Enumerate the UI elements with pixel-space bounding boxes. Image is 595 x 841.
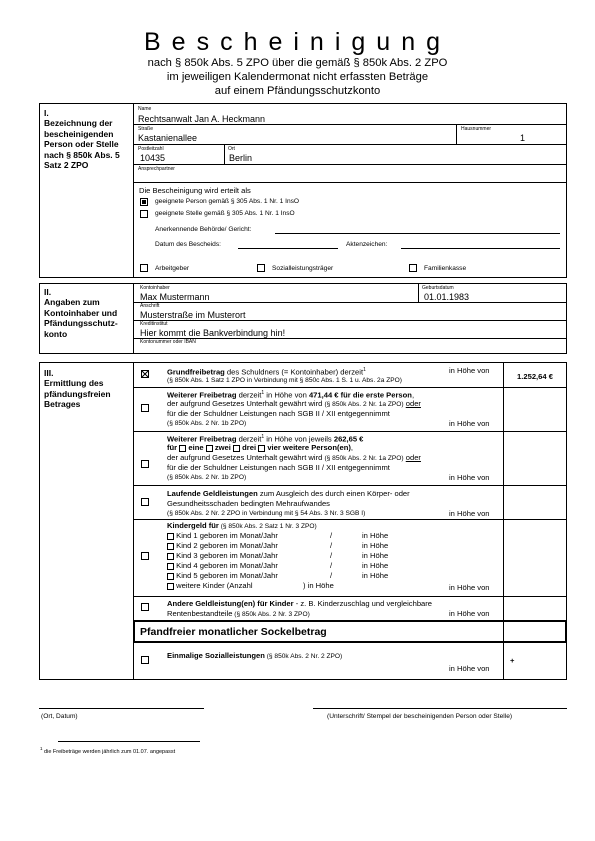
address-label: Anschrift [140,303,160,309]
kid-4-slash: / [330,561,333,570]
section-3-heading: Ermittlung des pfändungsfreien Betrages [44,378,111,409]
authority-field[interactable] [275,233,560,234]
more-kids-row: weitere Kinder (Anzahl [167,581,253,591]
iban-label: Kontonummer oder IBAN [140,339,196,345]
contact-field[interactable] [138,172,562,182]
first-person-hoehe: in Höhe von [449,419,490,428]
authority-label: Anerkennende Behörde/ Gericht: [155,226,252,233]
kid-row-3: Kind 3 geboren im Monat/Jahr [167,551,278,561]
more-kids-hoehe: ) in Höhe [303,581,334,590]
one-time-benefits-hoehe: in Höhe von [449,664,490,673]
kid-row-5: Kind 5 geboren im Monat/Jahr [167,571,278,581]
zip-label: Postleitzahl [138,146,164,152]
bank-label: Kreditinstitut [140,321,168,327]
basic-allowance-ref: (§ 850k Abs. 1 Satz 1 ZPO in Verbindung mit § 850c Abs. 1 S. 1 u. Abs. 2a ZPO) [167,377,402,384]
kid-1-hoehe: in Höhe [362,531,389,540]
reference-label: Aktenzeichen: [346,241,388,248]
further-persons-hoehe: in Höhe von [449,473,490,482]
further-persons-amount[interactable] [505,433,565,483]
first-person-amount[interactable] [505,389,565,429]
other-child-benefits-checkbox[interactable] [141,603,149,611]
signature-field[interactable] [313,708,567,709]
first-person-line-3: für die der Schuldner Leistungen nach SGB II / XII entgegennimmt [167,409,390,418]
person-option-label: geeignete Person gemäß § 305 Abs. 1 Nr. 1 InsO [155,198,300,205]
other-child-benefits-line-1: Andere Geldleistung(en) für Kinder - z. B. Kinderzuschlag und vergleichbare [167,599,433,608]
kid-3-hoehe: in Höhe [362,551,389,560]
issued-as-label: Die Bescheinigung wird erteilt als [139,186,251,195]
first-person-line-1: Weiterer Freibetrag derzeit$^1$ in Höhe von 471,44 € für die erste Person, [167,390,415,400]
other-child-benefits-line-2: Rentenbestandteile (§ 850k Abs. 2 Nr. 3 ZPO) [167,609,310,618]
basic-allowance-amount[interactable]: 1.252,64 € [517,372,553,381]
section-3-number: III. [44,368,54,378]
decision-date-label: Datum des Bescheids: [155,241,221,248]
house-number-field[interactable]: 1 [520,133,526,143]
basic-allowance-checkbox[interactable] [141,370,149,378]
reference-field[interactable] [401,248,560,249]
health-benefits-hoehe: in Höhe von [449,509,490,518]
kid-4-checkbox[interactable] [167,563,174,570]
address-field[interactable]: Musterstraße im Musterort [140,310,246,320]
one-time-benefits-amount[interactable] [518,650,565,676]
four-persons-checkbox[interactable] [258,445,265,452]
decision-date-field[interactable] [238,248,338,249]
one-time-benefits-checkbox[interactable] [141,656,149,664]
kid-row-2: Kind 2 geboren im Monat/Jahr [167,541,278,551]
place-date-field[interactable] [39,708,204,709]
section-1-number: I. [44,108,49,118]
other-child-benefits-hoehe: in Höhe von [449,609,490,618]
bank-field[interactable]: Hier kommt die Bankverbindung hin! [140,328,286,338]
kid-2-checkbox[interactable] [167,543,174,550]
kid-3-slash: / [330,551,333,560]
section-2-heading: Angaben zum Kontoinhaber und Pfändungsschutz-konto [44,297,118,339]
health-benefits-checkbox[interactable] [141,498,149,506]
social-checkbox[interactable] [257,264,265,272]
two-persons-checkbox[interactable] [206,445,213,452]
base-amount-value[interactable] [505,622,565,641]
document-title: Bescheinigung [143,28,451,56]
kid-5-hoehe: in Höhe [362,571,389,580]
further-persons-ref: (§ 850k Abs. 2 Nr. 1b ZPO) [167,474,247,481]
further-persons-checkbox[interactable] [141,460,149,468]
one-person-checkbox[interactable] [179,445,186,452]
health-benefits-line-1: Laufende Geldleistungen zum Ausgleich des durch einen Körper- oder [167,489,410,498]
subtitle-line-3: auf einem Pfändungsschutzkonto [214,85,381,97]
base-amount-label: Pfandfreier monatlicher Sockelbetrag [140,626,327,638]
child-benefit-checkbox[interactable] [141,552,149,560]
one-time-benefits-text: Einmalige Sozialleistungen (§ 850k Abs. 2 Nr. 2 ZPO) [167,651,343,660]
section-1-heading: Bezeichnung der bescheinigenden Person oder Stelle nach § 850k Abs. 5 Satz 2 ZPO [44,118,120,170]
kid-1-checkbox[interactable] [167,533,174,540]
section-2-number: II. [44,287,52,297]
street-label: Straße [138,126,154,132]
contact-label: Ansprechpartner [138,166,175,172]
kid-row-1: Kind 1 geboren im Monat/Jahr [167,531,278,541]
child-benefit-amount[interactable] [505,521,565,593]
three-persons-checkbox[interactable] [233,445,240,452]
kid-4-hoehe: in Höhe [362,561,389,570]
birthdate-field[interactable]: 01.01.1983 [424,292,470,302]
child-benefit-heading: Kindergeld für (§ 850k Abs. 2 Satz 1 Nr. 3 ZPO) [167,521,317,530]
employer-label: Arbeitgeber [155,265,190,272]
holder-label: Kontoinhaber [140,285,170,291]
kid-2-hoehe: in Höhe [362,541,389,550]
further-persons-line-3: der aufgrund Gesetzes Unterhalt gewährt wird (§ 850k Abs. 2 Nr. 1a ZPO) oder [167,453,421,462]
iban-field[interactable] [140,345,560,353]
stelle-option-label: geeignete Stelle gemäß § 305 Abs. 1 Nr. 1 InsO [155,210,295,217]
family-label: Familienkasse [424,265,467,272]
signature-label: (Unterschrift/ Stempel der bescheinigenden Person oder Stelle) [327,713,513,720]
house-number-label: Hausnummer [461,126,492,132]
footnote-divider [58,741,200,742]
footnote: $^1$ die Freibeträge werden jährlich zum 01.07. angepasst [40,746,176,755]
city-label: Ort [228,146,235,152]
subtitle-line-2: im jeweiligen Kalendermonat nicht erfassten Beträge [166,71,429,83]
child-benefit-hoehe: in Höhe von [449,583,490,592]
birthdate-label: Geburtsdatum [422,285,454,291]
social-label: Sozialleistungsträger [272,265,334,272]
kid-2-slash: / [330,541,333,550]
kid-1-slash: / [330,531,333,540]
first-person-ref: (§ 850k Abs. 2 Nr. 1b ZPO) [167,420,247,427]
family-checkbox[interactable] [409,264,417,272]
name-label: Name [138,106,152,112]
further-persons-line-4: für die der Schuldner Leistungen nach SGB II / XII entgegennimmt [167,463,390,472]
person-checkbox[interactable] [140,198,148,206]
basic-allowance-text: Grundfreibetrag des Schuldners (= Kontoinhaber) derzeit$^1$ [167,367,366,377]
street-field[interactable]: Kastanienallee [138,133,198,143]
health-benefits-amount[interactable] [505,487,565,517]
health-benefits-line-2: Gesundheitsschaden bedingten Mehraufwandes [167,499,330,508]
holder-field[interactable]: Max Mustermann [140,292,210,302]
first-person-checkbox[interactable] [141,404,149,412]
subtitle-line-1: nach § 850k Abs. 5 ZPO über die gemäß § 850k Abs. 2 ZPO [147,57,448,69]
kid-row-4: Kind 4 geboren im Monat/Jahr [167,561,278,571]
stelle-checkbox[interactable] [140,210,148,218]
other-child-benefits-amount[interactable] [505,598,565,618]
kid-5-slash: / [330,571,333,580]
zip-field[interactable]: 10435 [140,153,166,163]
name-field[interactable]: Rechtsanwalt Jan A. Heckmann [138,114,266,124]
basic-allowance-hoehe: in Höhe von [449,366,490,375]
radio-dot [142,200,146,204]
employer-checkbox[interactable] [140,264,148,272]
cross-icon [142,371,148,377]
more-kids-checkbox[interactable] [167,583,174,590]
first-person-line-2: der aufgrund Gesetzes Unterhalt gewährt wird (§ 850k Abs. 2 Nr. 1a ZPO) oder [167,399,421,408]
plus-sign: + [510,656,515,665]
further-persons-line-2: für eine zwei drei vier weitere Person(en), [167,443,354,452]
kid-5-checkbox[interactable] [167,573,174,580]
kid-3-checkbox[interactable] [167,553,174,560]
place-date-label: (Ort, Datum) [41,713,78,720]
health-benefits-ref: (§ 850k Abs. 2 Nr. 2 ZPO in Verbindung mit § 54 Abs. 3 Nr. 3 SGB I) [167,510,366,517]
further-persons-line-1: Weiterer Freibetrag derzeit$^1$ in Höhe von jeweils 262,65 € [167,434,364,444]
city-field[interactable]: Berlin [229,153,253,163]
